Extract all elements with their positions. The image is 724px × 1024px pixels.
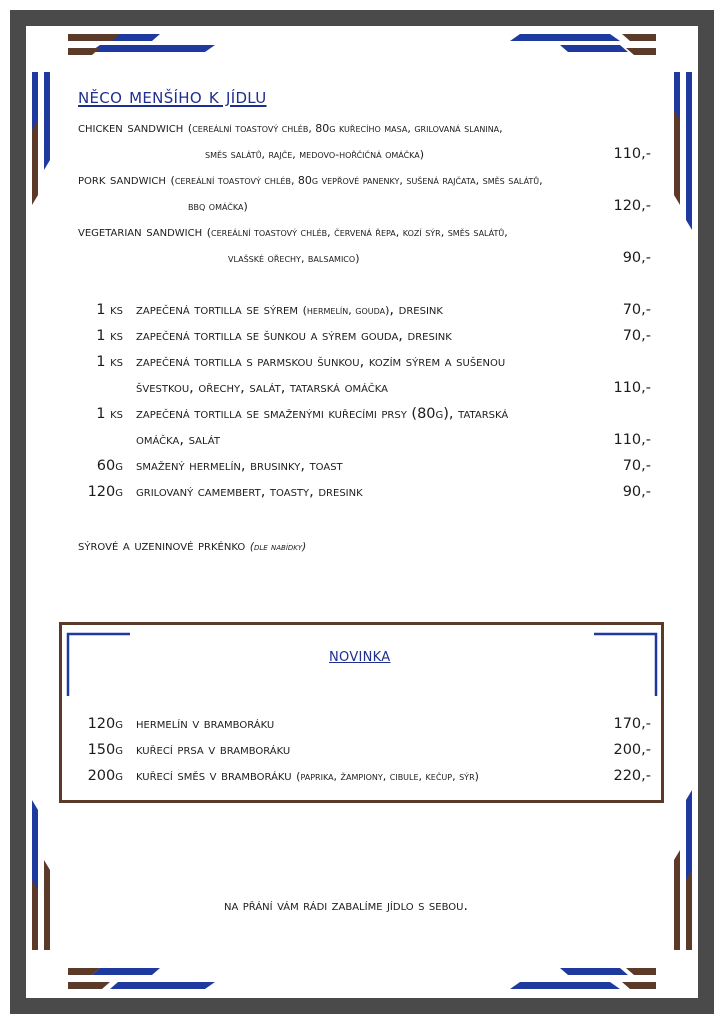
sandwich-desc: (cereální toastový chléb, 80g kuřecího masa, grilovaná slanina,	[187, 122, 503, 135]
sandwich-chicken	[78, 116, 503, 141]
item-name: grilovaný camembert, toasty, dresink	[136, 484, 363, 500]
sandwich-desc-line2: směs salátů, rajče, medovo-hořčičná omáčka)	[205, 148, 425, 161]
sandwich-pork	[78, 168, 543, 193]
price: 170,-	[613, 716, 651, 732]
quantity: 200g	[87, 768, 123, 784]
cheese-board: sýrové a uzeninové prkénko (dle nabídky)	[78, 538, 307, 554]
menu-item	[0, 402, 724, 426]
sandwich-name: pork sandwich	[78, 172, 166, 188]
menu-item-line2	[0, 376, 724, 400]
price: 110,-	[613, 380, 651, 396]
item-name-cont: švestkou, ořechy, salát, tatarská omáčka	[136, 380, 388, 396]
novinka-title: novinka	[329, 644, 391, 666]
price: 110,-	[613, 432, 651, 448]
section-title: něco menšího k jídlu	[78, 84, 267, 108]
price: 110,-	[613, 146, 651, 162]
quantity: 120g	[87, 716, 123, 732]
item-name: zapečená tortilla se smaženými kuřecími prsy (80g), tatarská	[136, 406, 509, 422]
menu-item	[0, 350, 724, 374]
quantity: 1 ks	[96, 328, 123, 344]
menu-item	[0, 454, 724, 478]
sandwich-name: chicken sandwich	[78, 120, 184, 136]
item-name: zapečená tortilla s parmskou šunkou, kozím sýrem a sušenou	[136, 354, 506, 370]
quantity: 150g	[87, 742, 123, 758]
quantity: 120g	[87, 484, 123, 500]
menu-item	[0, 298, 724, 322]
item-name: hermelín v bramboráku	[136, 716, 275, 732]
price: 70,-	[622, 328, 651, 344]
item-name-cont: omáčka, salát	[136, 432, 220, 448]
sandwich-name: vegetarian sandwich	[78, 224, 203, 240]
sandwich-desc: (cereální toastový chléb, červená řepa, kozí sýr, směs salátů,	[206, 226, 508, 239]
item-name: kuřecí směs v bramboráku (paprika, žampiony, cibule, kečup, sýr)	[136, 768, 479, 784]
menu-item-line2	[0, 428, 724, 452]
takeaway-note: na přání vám rádi zabalíme jídlo s sebou.	[224, 898, 468, 914]
price: 70,-	[622, 458, 651, 474]
item-name: zapečená tortilla se šunkou a sýrem gouda, dresink	[136, 328, 452, 344]
sandwich-vegetarian	[78, 220, 508, 245]
sandwich-desc-line2: vlašské ořechy, balsamico)	[228, 252, 360, 265]
price: 90,-	[622, 484, 651, 500]
quantity: 1 ks	[96, 302, 123, 318]
novinka-item	[0, 738, 724, 762]
price: 120,-	[613, 198, 651, 214]
quantity: 60g	[96, 458, 123, 474]
menu-item	[0, 324, 724, 348]
price: 200,-	[613, 742, 651, 758]
quantity: 1 ks	[96, 354, 123, 370]
item-name: kuřecí prsa v bramboráku	[136, 742, 291, 758]
novinka-item	[0, 712, 724, 736]
item-name: smažený hermelín, brusinky, toast	[136, 458, 343, 474]
item-name: zapečená tortilla se sýrem (hermelín, gouda), dresink	[136, 302, 443, 318]
price: 70,-	[622, 302, 651, 318]
price: 220,-	[613, 768, 651, 784]
price: 90,-	[622, 250, 651, 266]
sandwich-desc-line2: bbq omáčka)	[188, 200, 248, 213]
sandwich-desc: (cereální toastový chléb, 80g vepřové panenky, sušená rajčata, směs salátů,	[170, 174, 543, 187]
novinka-item	[0, 764, 724, 788]
menu-item	[0, 480, 724, 504]
quantity: 1 ks	[96, 406, 123, 422]
